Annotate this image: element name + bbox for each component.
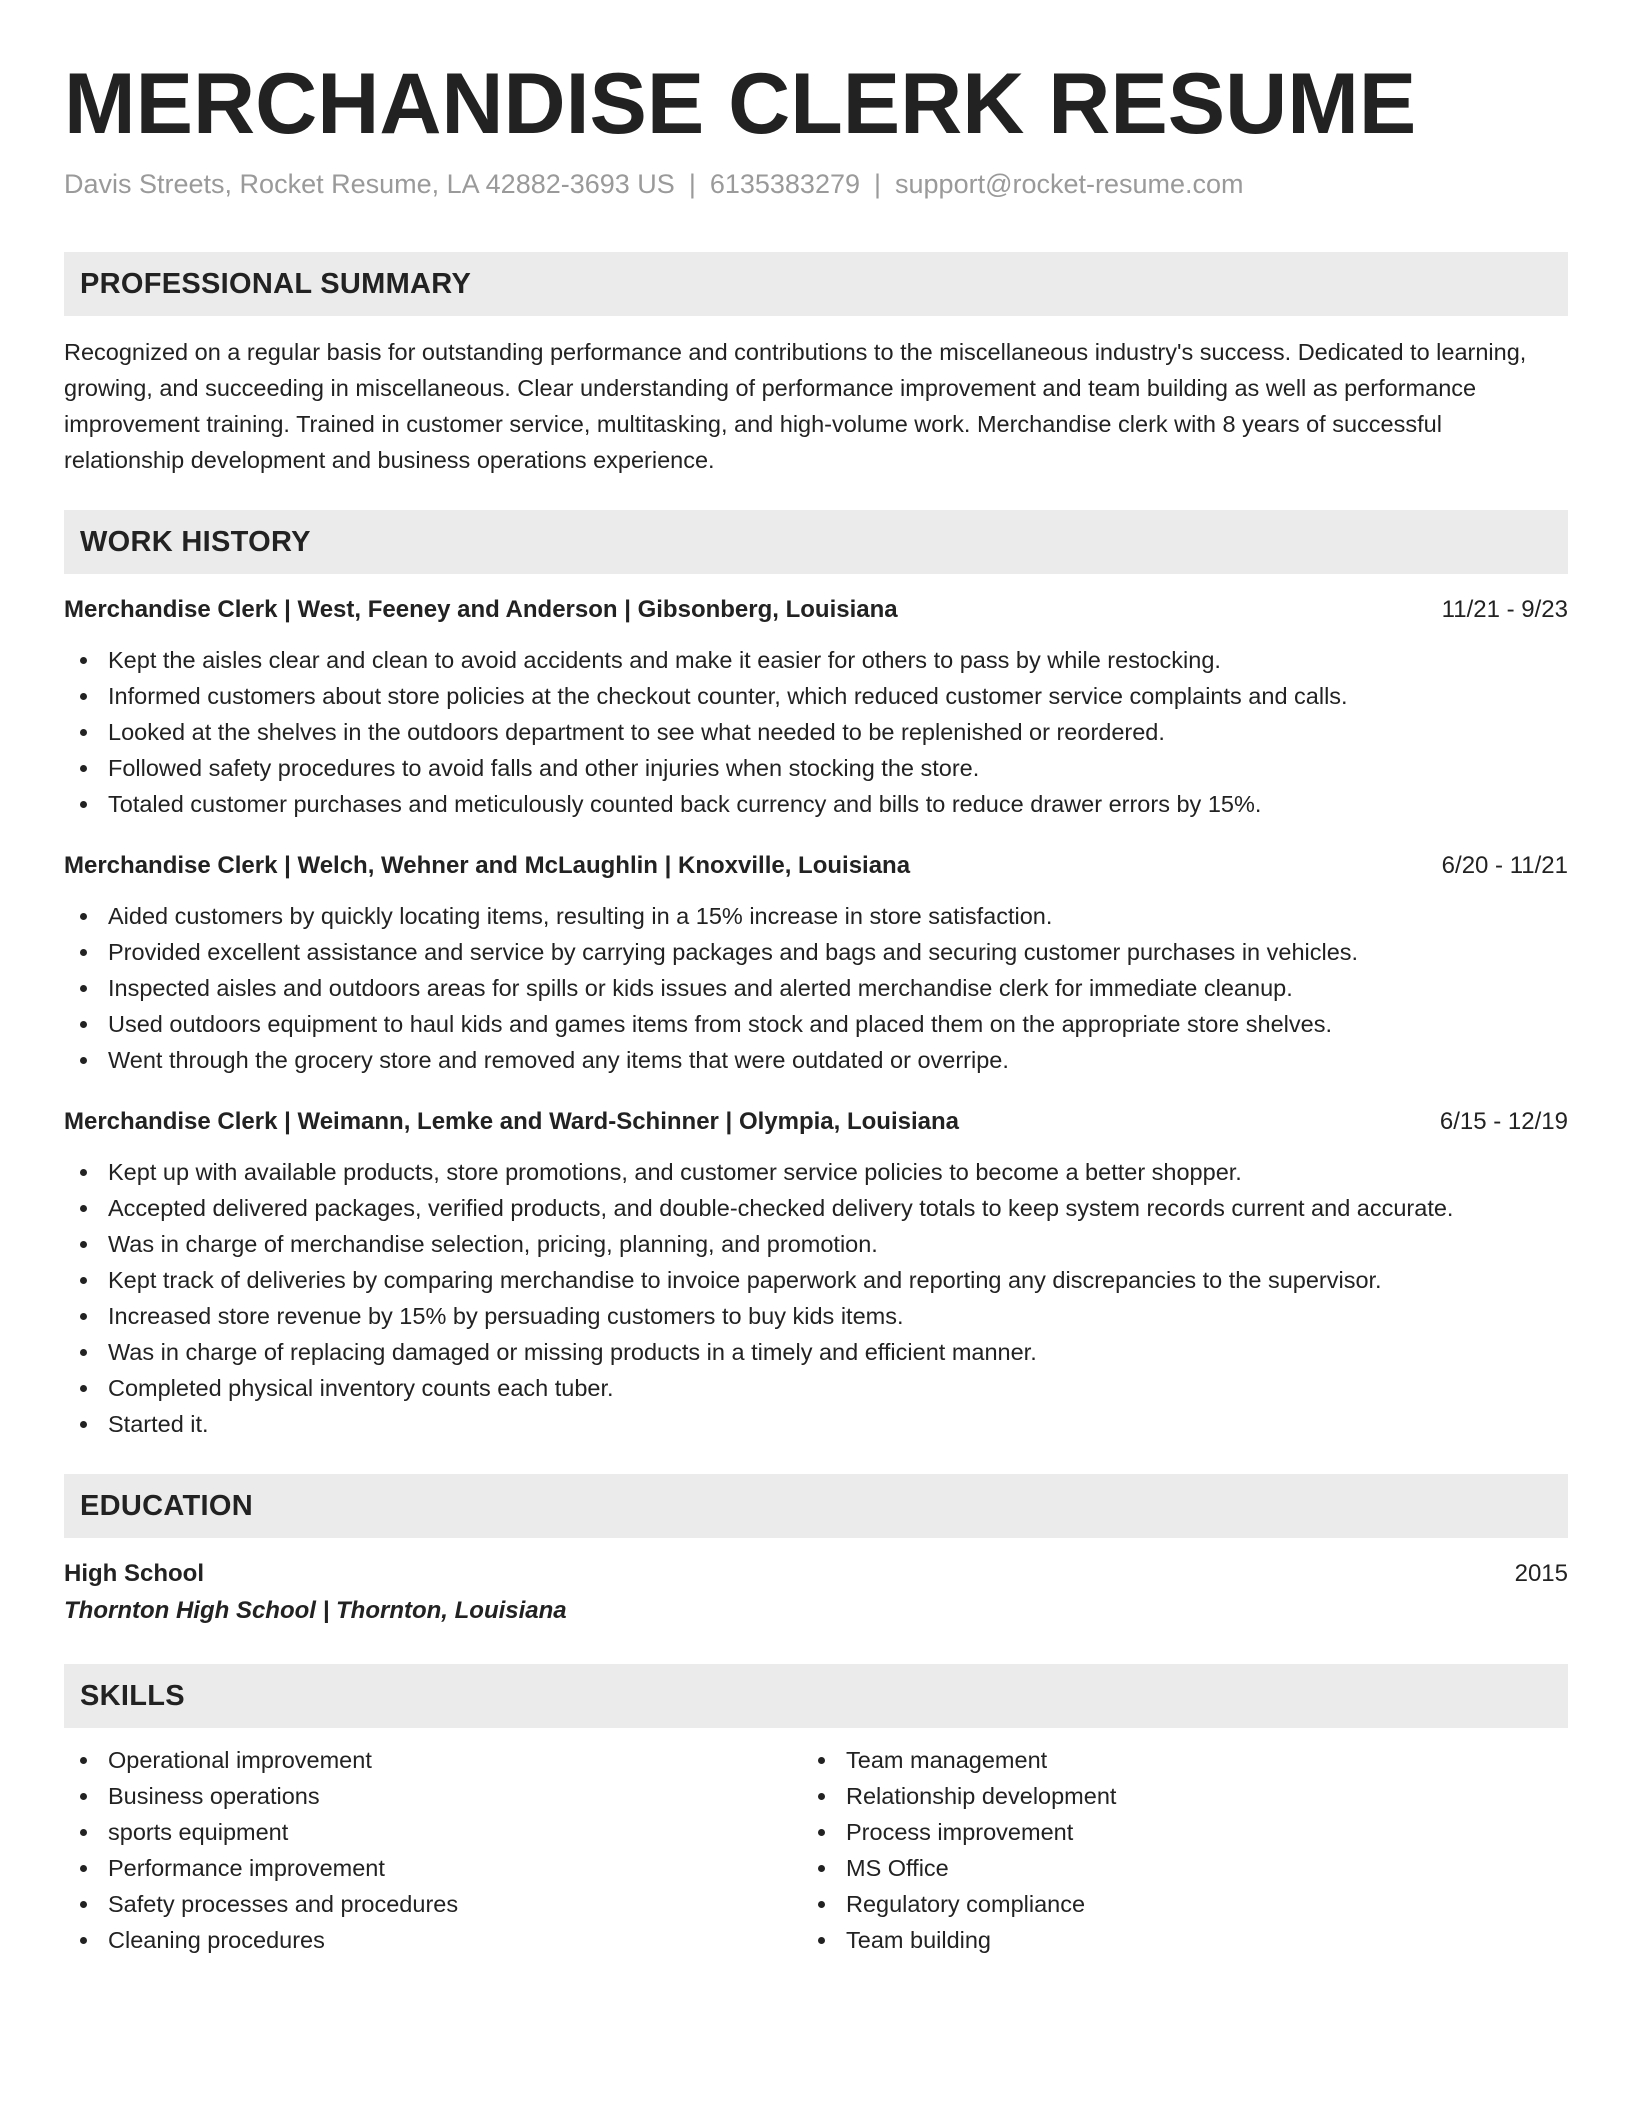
contact-phone: 6135383279 — [709, 169, 860, 199]
job-bullet: Kept up with available products, store promotions, and customer service policies to become a better shopper. — [64, 1154, 1568, 1190]
job-bullets — [64, 642, 1568, 822]
skill-item: Team building — [802, 1922, 1540, 1958]
job-bullet: Followed safety procedures to avoid falls and other injuries when stocking the store. — [64, 750, 1568, 786]
job-bullet: Informed customers about store policies at the checkout counter, which reduced customer service complaints and calls. — [64, 678, 1568, 714]
job-bullet: Looked at the shelves in the outdoors department to see what needed to be replenished or reordered. — [64, 714, 1568, 750]
skills-column-left — [64, 1742, 802, 1958]
job-header — [64, 848, 1568, 884]
job-bullet: Kept track of deliveries by comparing merchandise to invoice paperwork and reporting any discrepancies to the supervisor. — [64, 1262, 1568, 1298]
skills-columns — [64, 1742, 1568, 1958]
job-bullet: Inspected aisles and outdoors areas for spills or kids issues and alerted merchandise clerk for immediate cleanup. — [64, 970, 1568, 1006]
contact-separator: | — [688, 169, 696, 199]
job-bullets — [64, 898, 1568, 1078]
job-entry — [64, 1104, 1568, 1442]
summary-text: Recognized on a regular basis for outstanding performance and contributions to the miscellaneous industry's success. Dedicated to learning, growing, and succeeding in miscellaneous. Clear understanding of performance improvement and team building as well as performance improvement training. Trained in customer service, multitasking, and high-volume work. Merchandise clerk with 8 years of successful relationship development and business operations experience. — [64, 339, 1527, 473]
job-entry — [64, 592, 1568, 822]
job-bullet: Was in charge of merchandise selection, pricing, planning, and promotion. — [64, 1226, 1568, 1262]
job-header — [64, 1104, 1568, 1140]
job-title: Merchandise Clerk | West, Feeney and Anderson | Gibsonberg, Louisiana — [64, 596, 898, 623]
education-school: Thornton High School | Thornton, Louisiana — [64, 1597, 567, 1624]
job-title: Merchandise Clerk | Welch, Wehner and McLaughlin | Knoxville, Louisiana — [64, 852, 911, 879]
job-bullet: Kept the aisles clear and clean to avoid accidents and make it easier for others to pass by while restocking. — [64, 642, 1568, 678]
skill-item: Cleaning procedures — [64, 1922, 802, 1958]
contact-separator: | — [874, 169, 882, 199]
job-bullet: Completed physical inventory counts each tuber. — [64, 1370, 1568, 1406]
job-bullet: Provided excellent assistance and service by carrying packages and bags and securing customer purchases in vehicles. — [64, 934, 1568, 970]
job-bullet: Used outdoors equipment to haul kids and games items from stock and placed them on the appropriate store shelves. — [64, 1006, 1568, 1042]
job-bullet: Aided customers by quickly locating items, resulting in a 15% increase in store satisfaction. — [64, 898, 1568, 934]
job-dates: 11/21 - 9/23 — [1441, 596, 1568, 623]
education-heading: EDUCATION — [64, 1474, 1568, 1538]
skill-item: MS Office — [802, 1850, 1540, 1886]
job-bullet: Went through the grocery store and removed any items that were outdated or overripe. — [64, 1042, 1568, 1078]
skills-list — [802, 1742, 1540, 1958]
education-degree: High School — [64, 1560, 204, 1587]
skill-item: Performance improvement — [64, 1850, 802, 1886]
job-bullet: Started it. — [64, 1406, 1568, 1442]
education-header — [64, 1556, 1568, 1592]
job-bullet: Increased store revenue by 15% by persuading customers to buy kids items. — [64, 1298, 1568, 1334]
skill-item: Process improvement — [802, 1814, 1540, 1850]
job-dates: 6/15 - 12/19 — [1439, 1108, 1568, 1135]
resume-title: MERCHANDISE CLERK RESUME — [64, 56, 1417, 152]
job-bullet: Was in charge of replacing damaged or missing products in a timely and efficient manner. — [64, 1334, 1568, 1370]
skill-item: Regulatory compliance — [802, 1886, 1540, 1922]
job-bullet: Accepted delivered packages, verified products, and double-checked delivery totals to keep system records current and accurate. — [64, 1190, 1568, 1226]
skill-item: Safety processes and procedures — [64, 1886, 802, 1922]
contact-address: Davis Streets, Rocket Resume, LA 42882-3693 US — [64, 169, 675, 199]
contact-line — [64, 166, 1568, 202]
skill-item: Operational improvement — [64, 1742, 802, 1778]
job-entry — [64, 848, 1568, 1078]
skill-item: sports equipment — [64, 1814, 802, 1850]
job-bullets — [64, 1154, 1568, 1442]
skill-item: Business operations — [64, 1778, 802, 1814]
job-bullet: Totaled customer purchases and meticulously counted back currency and bills to reduce drawer errors by 15%. — [64, 786, 1568, 822]
job-title: Merchandise Clerk | Weimann, Lemke and Ward-Schinner | Olympia, Louisiana — [64, 1108, 959, 1135]
job-dates: 6/20 - 11/21 — [1441, 852, 1568, 879]
work-history-heading: WORK HISTORY — [64, 510, 1568, 574]
skills-list — [64, 1742, 802, 1958]
education-year: 2015 — [1514, 1560, 1568, 1587]
summary-heading: PROFESSIONAL SUMMARY — [64, 252, 1568, 316]
skill-item: Team management — [802, 1742, 1540, 1778]
skills-column-right — [802, 1742, 1540, 1958]
contact-email: support@rocket-resume.com — [895, 169, 1244, 199]
job-header — [64, 592, 1568, 628]
skills-heading: SKILLS — [64, 1664, 1568, 1728]
skill-item: Relationship development — [802, 1778, 1540, 1814]
